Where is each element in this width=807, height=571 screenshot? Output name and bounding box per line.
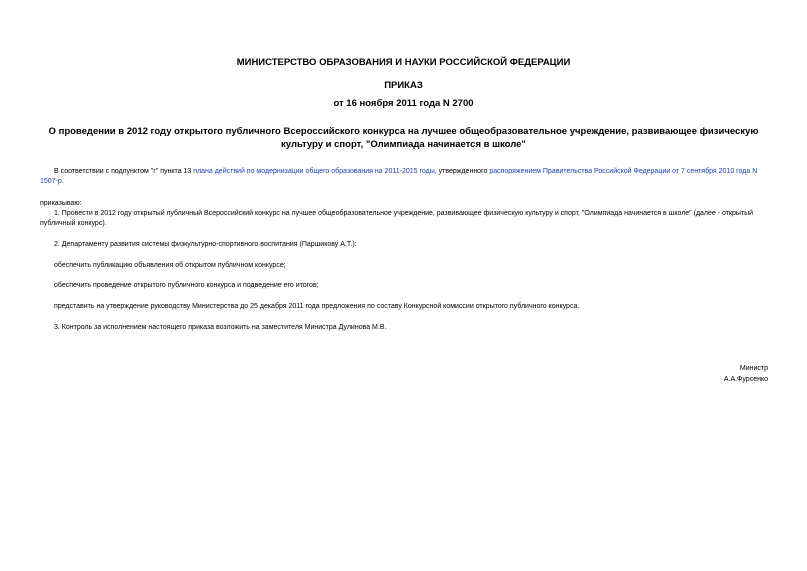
signature-position: Министр (739, 365, 768, 372)
item-1: 1. Провести в 2012 году открытый публичный Всероссийский конкурс на лучшее общеобразовательное учреждение, развивающее физическую культуру и спорт, "Олимпиада начинается в школе" (далее - открытый публичный конкурс). (40, 210, 754, 227)
item-2-sub-a: обеспечить публикацию объявления об открытом публичном конкурсе; (54, 262, 286, 269)
decree-link[interactable]: распоряжением Правительства Российской Федерации от 7 сентября 2010 года N 1507-р (40, 168, 758, 185)
ministry-heading: МИНИСТЕРСТВО ОБРАЗОВАНИЯ И НАУКИ РОССИЙСКОЙ ФЕДЕРАЦИИ (236, 57, 571, 68)
signature-name: А.А.Фурсенко (723, 376, 768, 383)
plan-link[interactable]: плана действий по модернизации общего образования на 2011-2015 годы (193, 168, 435, 175)
item-2-sub-b: обеспечить проведение открытого публичного конкурса и подведение его итогов; (54, 282, 319, 289)
document-title: О проведении в 2012 году открытого публичного Всероссийского конкурса на лучшее общеобразовательное учреждение, развивающее физическую культуру и спорт, "Олимпиада начинается в школе" (48, 126, 759, 150)
item-3: 3. Контроль за исполнением настоящего приказа возложить на заместителя Министра Дулинова М.В. (54, 324, 387, 331)
item-2-sub-c: представить на утверждение руководству Министерства до 25 декабря 2011 года предложения по составу Конкурсной комиссии открытого публичного конкурса. (54, 303, 580, 310)
preamble-paragraph (40, 167, 770, 187)
preamble-text-2: , утвержденного (434, 168, 490, 175)
document-type: ПРИКАЗ (384, 80, 423, 91)
document-date-number: от 16 ноября 2011 года N 2700 (333, 98, 474, 109)
preamble-text-3: . (61, 178, 64, 185)
item-2: 2. Департаменту развития системы физкультурно-спортивного воспитания (Паршикову А.Т.): (54, 241, 357, 248)
order-word: приказываю: (40, 200, 82, 207)
preamble-text-1: В соответствии с подпунктом "г" пункта 13 (54, 168, 194, 175)
